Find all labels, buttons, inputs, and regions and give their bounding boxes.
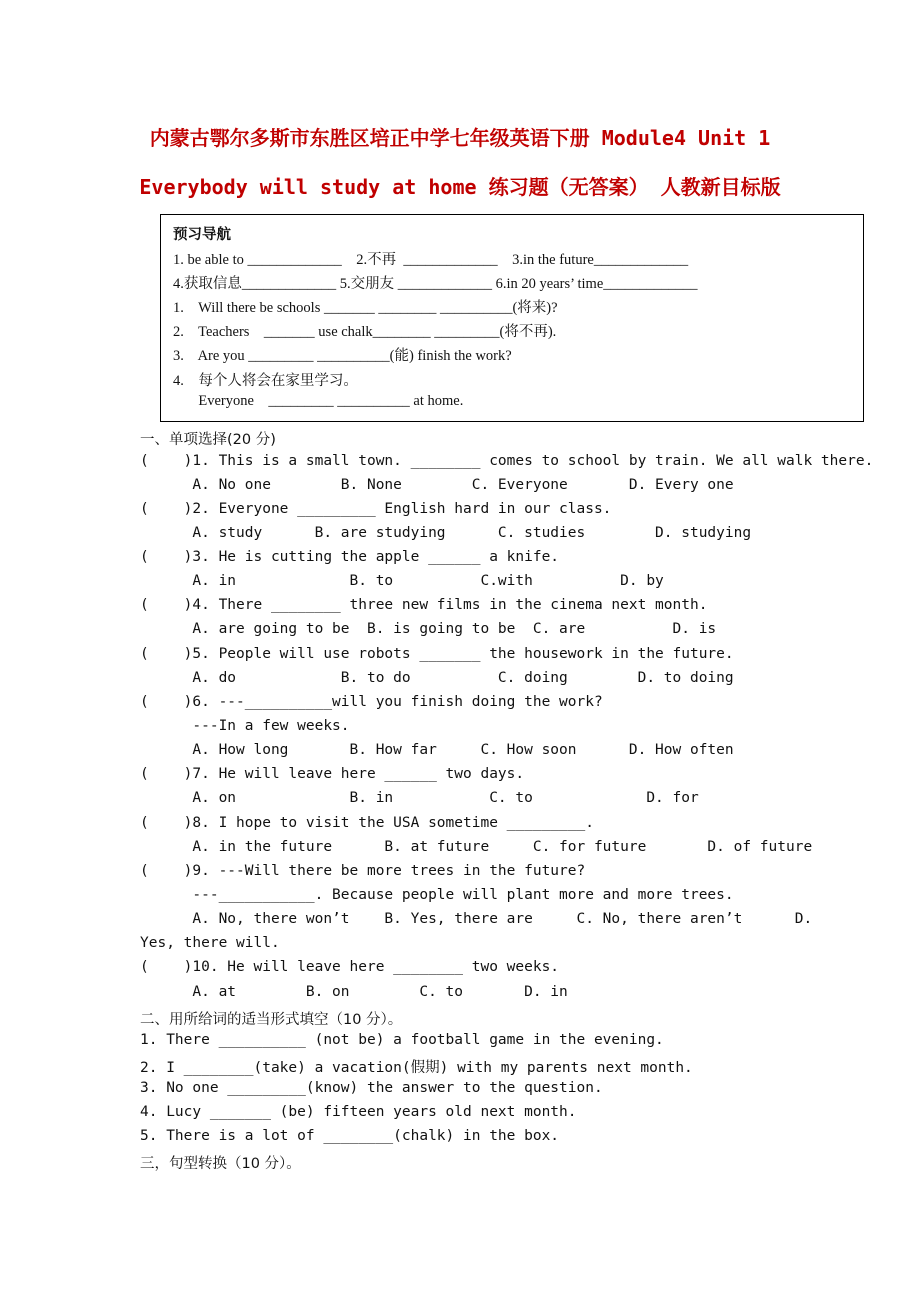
preview-line: 4.获取信息_____________ 5.交朋友 _____________ 6.in 20 years’ time_____________ — [173, 276, 698, 292]
question-line: ( )1. This is a small town. ________ comes to school by train. We all walk there. — [140, 453, 874, 469]
question-line: ( )3. He is cutting the apple ______ a knife. — [140, 549, 560, 565]
preview-line: 1. be able to _____________ 2.不再 _____________ 3.in the future_____________ — [173, 252, 689, 268]
section-1-heading: 一、单项选择(20 分) — [140, 432, 276, 448]
preview-line: 4. 每个人将会在家里学习。 — [173, 373, 358, 389]
question-line: ( )7. He will leave here ______ two days. — [140, 766, 525, 782]
document-title-line-1: 内蒙古鄂尔多斯市东胜区培正中学七年级英语下册 Module4 Unit 1 — [149, 126, 771, 150]
question-line: ( )6. ---__________will you finish doing the work? — [140, 694, 603, 710]
options-line: A. No one B. None C. Everyone D. Every one — [140, 477, 734, 493]
fill-in-line: 3. No one _________(know) the answer to the question. — [140, 1080, 603, 1096]
fill-in-line: 5. There is a lot of ________(chalk) in the box. — [140, 1128, 560, 1144]
options-line: A. in the future B. at future C. for future D. of future — [140, 839, 813, 855]
question-line: ---In a few weeks. — [140, 718, 350, 734]
options-line: A. do B. to do C. doing D. to doing — [140, 670, 734, 686]
options-line: A. are going to be B. is going to be C. are D. is — [140, 621, 717, 637]
options-line: A. in B. to C.with D. by — [140, 573, 664, 589]
options-line: A. on B. in C. to D. for — [140, 790, 699, 806]
question-line: ( )9. ---Will there be more trees in the future? — [140, 863, 586, 879]
section-3-heading: 三，句型转换（10 分）。 — [140, 1156, 301, 1172]
question-line: ---___________. Because people will plant more and more trees. — [140, 887, 734, 903]
preview-line: 1. Will there be schools _______ ________ __________(将来)? — [173, 300, 558, 316]
question-line: ( )5. People will use robots _______ the housework in the future. — [140, 646, 734, 662]
preview-line: 2. Teachers _______ use chalk________ _________(将不再). — [173, 324, 557, 340]
options-line: A. No, there won’t B. Yes, there are C. No, there aren’t D. — [140, 911, 813, 927]
preview-line: Everyone _________ __________ at home. — [173, 393, 464, 409]
question-line: ( )4. There ________ three new films in the cinema next month. — [140, 597, 708, 613]
options-line: A. at B. on C. to D. in — [140, 984, 568, 1000]
options-line: A. study B. are studying C. studies D. studying — [140, 525, 752, 541]
preview-guide-box — [160, 214, 864, 422]
question-line: ( )10. He will leave here ________ two weeks. — [140, 959, 560, 975]
fill-in-line: 4. Lucy _______ (be) fifteen years old next month. — [140, 1104, 577, 1120]
fill-in-line: 1. There __________ (not be) a football game in the evening. — [140, 1032, 664, 1048]
question-line: ( )8. I hope to visit the USA sometime _________. — [140, 815, 594, 831]
options-line: A. How long B. How far C. How soon D. How often — [140, 742, 734, 758]
preview-line: 3. Are you _________ __________(能) finish the work? — [173, 348, 512, 364]
preview-heading: 预习导航 — [173, 227, 231, 243]
fill-in-line: 2. I ________(take) a vacation(假期) with my parents next month. — [140, 1060, 693, 1076]
section-2-heading: 二、用所给词的适当形式填空（10 分）。 — [140, 1012, 403, 1028]
options-line: Yes, there will. — [140, 935, 280, 951]
document-title-line-2: Everybody will study at home 练习题（无答案） 人教新目标版 — [139, 175, 781, 199]
question-line: ( )2. Everyone _________ English hard in our class. — [140, 501, 612, 517]
